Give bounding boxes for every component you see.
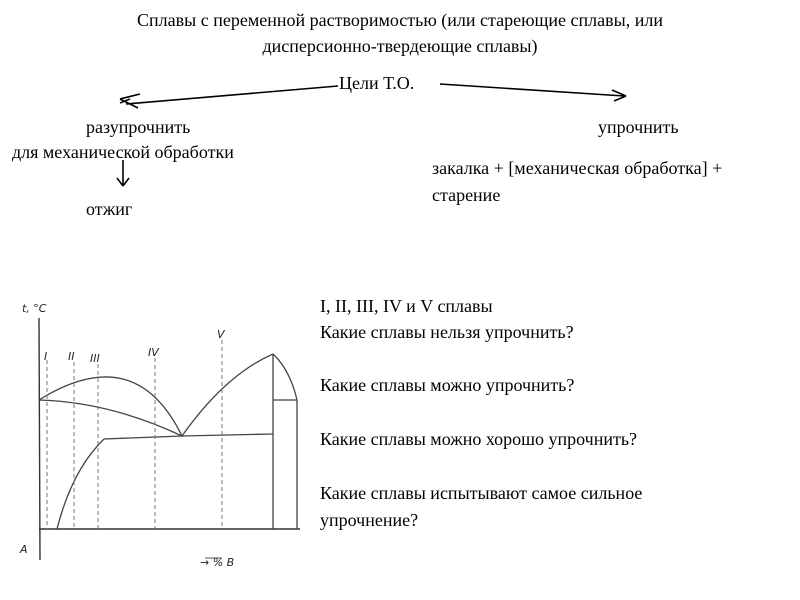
- right-branch-label: упрочнить: [598, 117, 679, 137]
- alloy-label-IV: IV: [148, 346, 159, 359]
- left-branch-label: разупрочнить: [86, 117, 191, 137]
- title-line-1: Сплавы с переменной растворимостью (или стареющие сплавы, или: [137, 10, 663, 30]
- left-branch-sublabel: для механической обработки: [12, 142, 234, 162]
- diagram-x-axis-label: → % B: [200, 556, 235, 569]
- liquidus-curve: [39, 354, 273, 436]
- right-branch-process-line-1: закалка + [механическая обработка] +: [432, 158, 723, 178]
- diagram-y-axis-label: t, °C: [22, 302, 47, 315]
- diagram-y-axis: [39, 318, 40, 560]
- arrow-to-left-branch: [120, 86, 338, 108]
- diagram-origin-label: A: [20, 543, 28, 556]
- solvus-curve: [57, 439, 104, 529]
- left-branch-result: отжиг: [86, 199, 133, 219]
- alloy-label-II: II: [68, 350, 75, 363]
- question-can-harden: Какие сплавы можно упрочнить?: [320, 375, 575, 395]
- alloy-label-III: III: [90, 352, 100, 365]
- question-strongest-line-1: Какие сплавы испытывают самое сильное: [320, 483, 643, 503]
- question-cannot-harden: Какие сплавы нельзя упрочнить?: [320, 322, 574, 342]
- phase-diagram: [39, 318, 300, 560]
- right-liquidus: [273, 354, 297, 400]
- question-alloys: I, II, III, IV и V сплавы: [320, 296, 493, 316]
- goals-label: Цели Т.О.: [339, 73, 415, 93]
- eutectic-line: [104, 434, 273, 439]
- right-branch-process-line-2: старение: [432, 185, 501, 205]
- question-strongest-line-2: упрочнение?: [320, 510, 419, 530]
- alloy-label-V: V: [217, 328, 225, 341]
- arrow-to-right-branch: [440, 84, 626, 101]
- question-harden-well: Какие сплавы можно хорошо упрочнить?: [320, 429, 638, 449]
- title-line-2: дисперсионно-твердеющие сплавы): [262, 36, 538, 56]
- alloy-label-I: I: [44, 350, 48, 363]
- arrow-to-annealing: [117, 160, 129, 186]
- solidus-curve: [39, 400, 182, 436]
